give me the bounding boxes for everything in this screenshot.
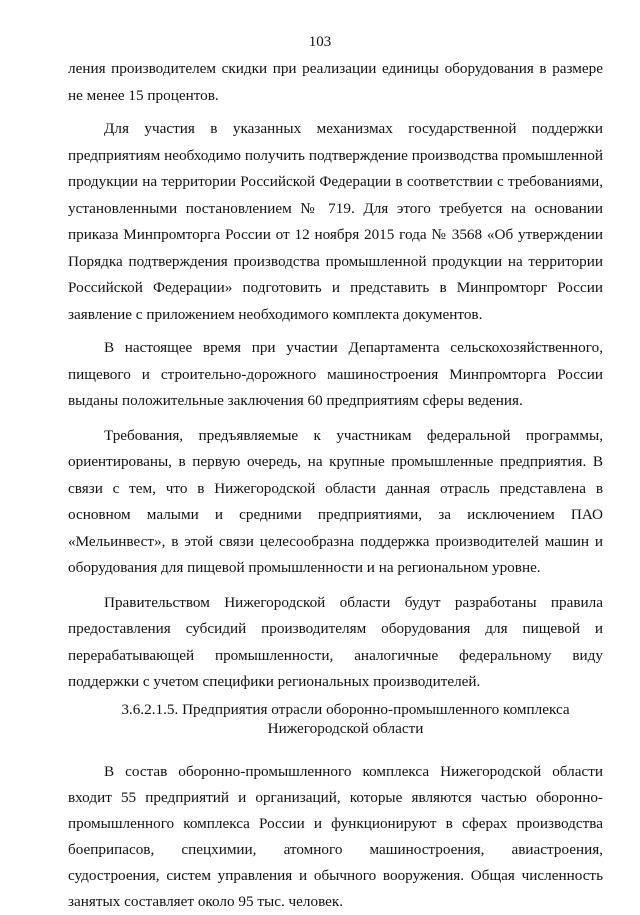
- paragraph-2: Для участия в указанных механизмах государственной поддержки предприятиям необходимо получить подтверждение производства промышленной продукции на территории Российской Федерации в соответствии с требованиями, установленными постановлением № 719. Для этого требуется на основании приказа Минпромторга России от 12 ноября 2015 года № 3568 «Об утверждении Порядка подтверждения производства промышленной продукции на территории Российской Федерации» подготовить и представить в Минпромторг России заявление с приложением необходимого комплекта документов.: [68, 120, 603, 323]
- document-body: [68, 56, 603, 915]
- section-heading: 3.6.2.1.5. Предприятия отрасли оборонно-промышленного комплекса Нижегородской области: [121, 700, 570, 737]
- page-number: 103: [308, 34, 332, 50]
- paragraph-3: В настоящее время при участии Департамента сельскохозяйственного, пищевого и строительно-дорожного машиностроения Минпромторга России выданы положительные заключения 60 предприятиям сферы ведения.: [68, 339, 603, 409]
- paragraph-5: Правительством Нижегородской области будут разработаны правила предоставления субсидий производителям оборудования для пищевой и перерабатывающей промышленности, аналогичные федеральному виду поддержки с учетом специфики региональных производителей.: [68, 593, 603, 690]
- paragraph-4: Требования, предъявляемые к участникам федеральной программы, ориентированы, в первую очередь, на крупные промышленные предприятия. В связи с тем, что в Нижегородской области данная отрасль представлена в основном малыми и средними предприятиями, за исключением ПАО «Мельинвест», в этой связи целесообразна поддержка производителей машин и оборудования для пищевой промышленности и на региональном уровне.: [68, 426, 603, 576]
- paragraph-6: В состав оборонно-промышленного комплекса Нижегородской области входит 55 предприятий и организаций, которые являются частью оборонно-промышленного комплекса России и функционируют в сферах производства боеприпасов, спецхимии, атомного машиностроения, авиастроения, судостроения, систем управления и обычного вооружения. Общая численность занятых составляет около 95 тыс. человек.: [68, 762, 603, 910]
- paragraph-1: ления производителем скидки при реализации единицы оборудования в размере не менее 15 процентов.: [68, 60, 603, 104]
